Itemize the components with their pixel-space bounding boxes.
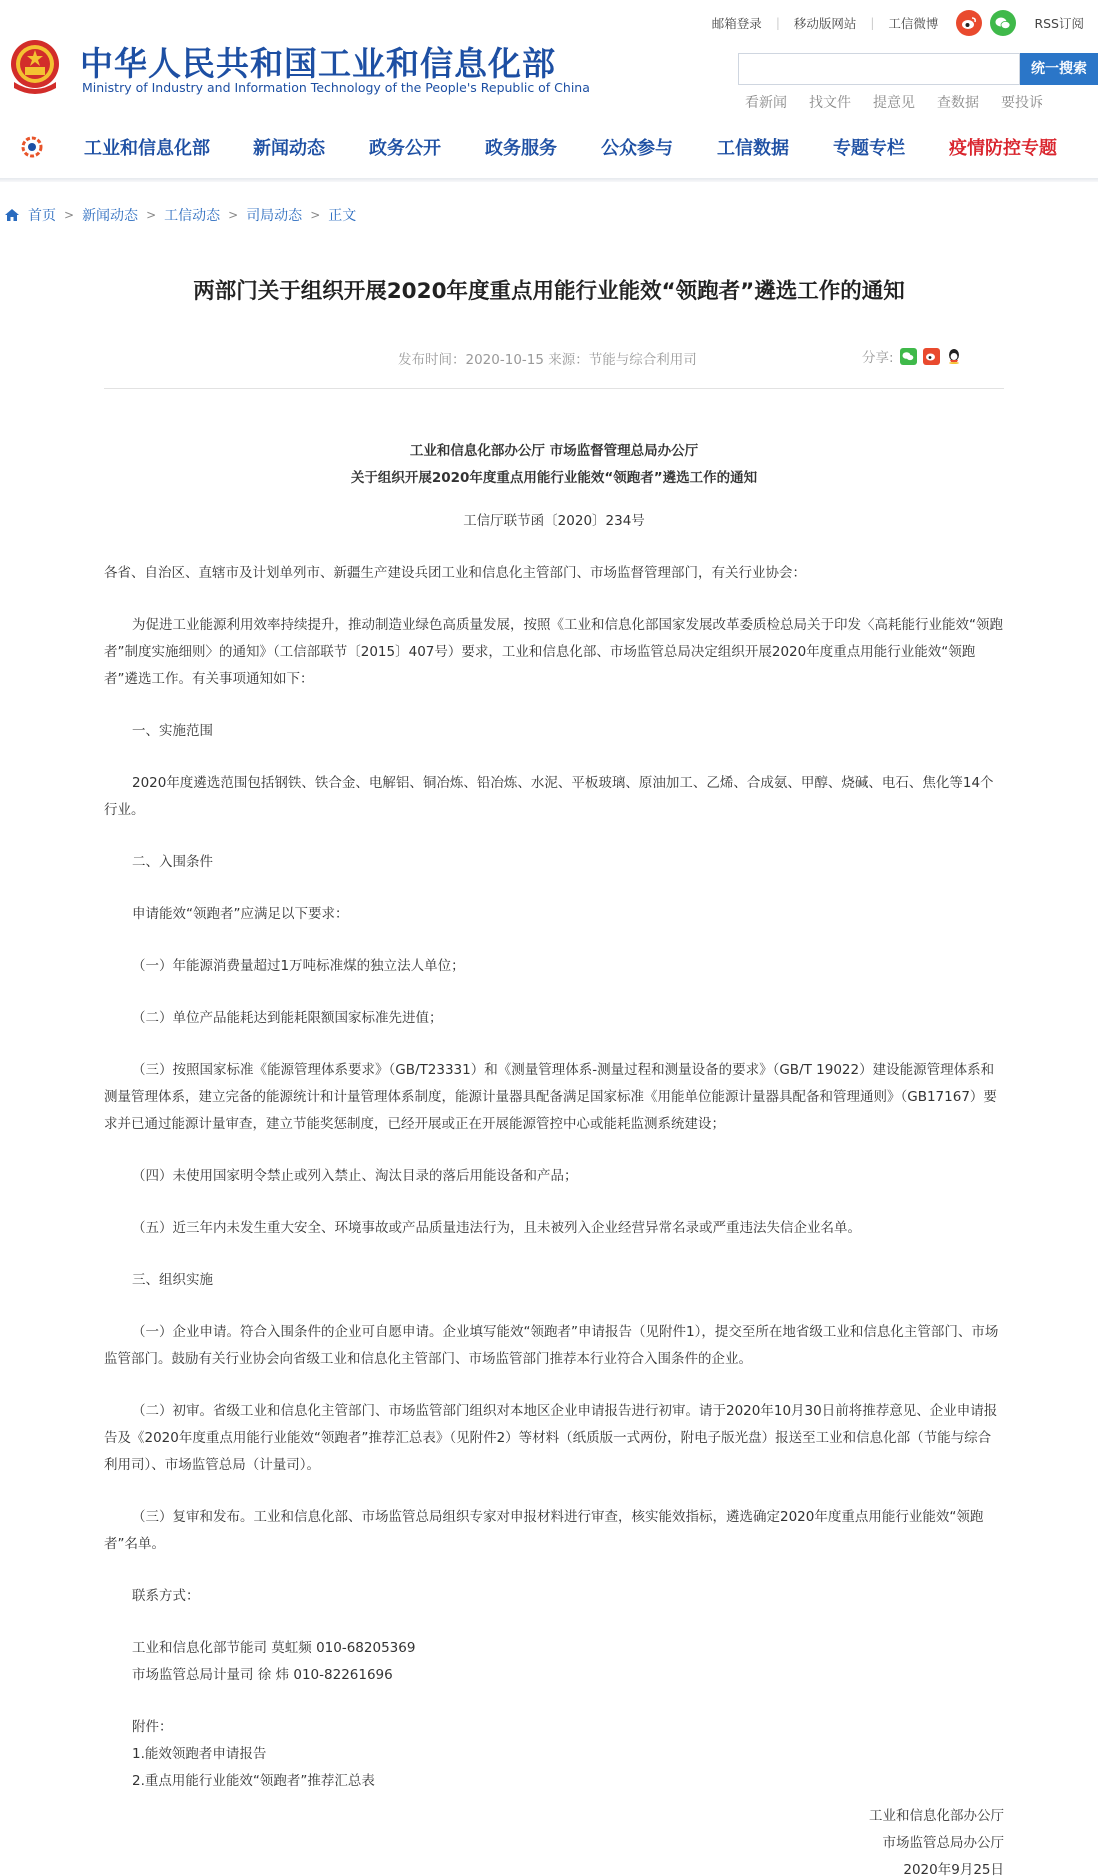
meta-divider (104, 388, 1004, 389)
doc-header-line2: 关于组织开展2020年度重点用能行业能效“领跑者”遴选工作的通知 (350, 470, 758, 486)
site-header (0, 0, 1098, 180)
contact-line: 市场监管总局计量司 徐 炜 010-82261696 (132, 1667, 393, 1683)
attachment-link[interactable]: 2.重点用能行业能效“领跑者”推荐汇总表 (132, 1773, 375, 1789)
nav-item-news[interactable]: 新闻动态 (253, 138, 325, 159)
paragraph: 2020年度遴选范围包括钢铁、铁合金、电解铝、铜冶炼、铅冶炼、水泥、平板玻璃、原油加工、乙烯、合成氨、甲醇、烧碱、电石、焦化等14个行业。 (104, 775, 994, 818)
header-divider (0, 178, 1098, 182)
breadcrumb-news[interactable]: 新闻动态 (82, 208, 139, 224)
nav-item-epidemic[interactable]: 疫情防控专题 (949, 138, 1057, 159)
breadcrumb-mi-news[interactable]: 工信动态 (164, 208, 221, 224)
national-emblem-icon (6, 36, 64, 98)
list-item: （一）年能源消费量超过1万吨标准煤的独立法人单位； (132, 958, 465, 974)
article-content (104, 438, 1004, 1876)
site-title[interactable]: 中华人民共和国工业和信息化部 (80, 44, 556, 83)
section-title: 三、组织实施 (132, 1272, 213, 1288)
breadcrumb-home[interactable]: 首页 (28, 208, 56, 224)
list-item: （一）企业申请。符合入围条件的企业可自愿申请。企业填写能效“领跑者”申请报告（见附件1），提交至所在地省级工业和信息化主管部门、市场监管部门。鼓励有关行业协会向省级工业和信息化主管部门、市场监管部门推荐本行业符合入围条件的企业。 (104, 1324, 999, 1367)
breadcrumb-current: 正文 (328, 208, 357, 224)
intro-paragraph: 为促进工业能源利用效率持续提升，推动制造业绿色高质量发展，按照《工业和信息化部国家发展改革委质检总局关于印发〈高耗能行业能效“领跑者”制度实施细则〉的通知》（工信部联节〔2015〕407号）要求，工业和信息化部、市场监管总局决定组织开展2020年度重点用能行业能效“领跑者”遴选工作。有关事项通知如下： (104, 617, 1003, 687)
main-nav (0, 122, 1098, 170)
signature-line: 工业和信息化部办公厅 (869, 1808, 1004, 1824)
ministry-logo-icon[interactable] (18, 134, 46, 160)
divider: | (775, 16, 780, 30)
search-input[interactable] (738, 53, 1020, 85)
doc-header-line1: 工业和信息化部办公厅 市场监督管理总局办公厅 (409, 443, 699, 459)
weibo-share-icon[interactable] (923, 348, 940, 365)
quick-link-complaint[interactable]: 要投诉 (1001, 95, 1043, 111)
chevron-right-icon: > (310, 208, 321, 222)
weibo-icon[interactable] (956, 10, 982, 36)
nav-item-ministry[interactable]: 工业和信息化部 (84, 138, 210, 159)
chevron-right-icon: > (64, 208, 75, 222)
chevron-right-icon: > (228, 208, 239, 222)
top-links (698, 8, 1098, 38)
quick-link-news[interactable]: 看新闻 (745, 95, 787, 111)
qq-share-icon[interactable] (946, 348, 963, 365)
breadcrumb-dept-news[interactable]: 司局动态 (246, 208, 303, 224)
signature-date: 2020年9月25日 (903, 1862, 1004, 1876)
attachment-title: 附件： (132, 1719, 173, 1735)
nav-item-data[interactable]: 工信数据 (717, 138, 789, 159)
quick-link-feedback[interactable]: 提意见 (873, 95, 915, 111)
mail-login-link[interactable]: 邮箱登录 (711, 16, 762, 31)
quick-link-data[interactable]: 查数据 (937, 95, 979, 111)
contact-line: 工业和信息化部节能司 莫虹频 010-68205369 (132, 1640, 416, 1656)
home-icon[interactable] (4, 208, 20, 222)
quick-links (745, 92, 1065, 112)
chevron-right-icon: > (146, 208, 157, 222)
share-bar (862, 346, 963, 366)
nav-item-topics[interactable]: 专题专栏 (833, 138, 905, 159)
list-item: （四）未使用国家明令禁止或列入禁止、淘汰目录的落后用能设备和产品； (132, 1168, 578, 1184)
article-meta: 发布时间：2020-10-15 来源：节能与综合利用司 (398, 352, 697, 368)
divider: | (870, 16, 875, 30)
nav-item-gov-service[interactable]: 政务服务 (485, 138, 557, 159)
list-item: （二）单位产品能耗达到能耗限额国家标准先进值； (132, 1010, 443, 1026)
list-item: （二）初审。省级工业和信息化主管部门、市场监管部门组织对本地区企业申请报告进行初审。请于2020年10月30日前将推荐意见、企业申请报告及《2020年度重点用能行业能效“领跑者”推荐汇总表》（见附件2）等材料（纸质版一式两份，附电子版光盘）报送至工业和信息化部（节能与综合利用司）、市场监管总局（计量司）。 (104, 1403, 998, 1473)
attachment-link[interactable]: 1.能效领跑者申请报告 (132, 1746, 267, 1762)
list-item: （三）按照国家标准《能源管理体系要求》（GB/T23331）和《测量管理体系-测量过程和测量设备的要求》（GB/T 19022）建设能源管理体系和测量管理体系，建立完备的能源统计和计量管理体系制度，能源计量器具配备满足国家标准《用能单位能源计量器具配备和管理通则》（GB17167）要求并已通过能源计量审查，建立节能奖惩制度，已经开展或正在开展能源管控中心或能耗监测系统建设； (104, 1062, 997, 1132)
list-item: （三）复审和发布。工业和信息化部、市场监管总局组织专家对申报材料进行审查，核实能效指标，遴选确定2020年度重点用能行业能效“领跑者”名单。 (104, 1509, 984, 1552)
article-title: 两部门关于组织开展2020年度重点用能行业能效“领跑者”遴选工作的通知 (193, 279, 905, 304)
search-button[interactable]: 统一搜索 (1020, 53, 1098, 85)
rss-link[interactable]: RSS订阅 (1034, 16, 1084, 31)
nav-item-participation[interactable]: 公众参与 (601, 138, 673, 159)
signature-line: 市场监管总局办公厅 (882, 1835, 1004, 1851)
paragraph: 申请能效“领跑者”应满足以下要求： (132, 906, 349, 922)
site-subtitle: Ministry of Industry and Information Technology of the People's Republic of China (82, 80, 590, 95)
wechat-icon[interactable] (990, 10, 1016, 36)
section-title: 二、入围条件 (132, 854, 213, 870)
quick-link-files[interactable]: 找文件 (809, 95, 851, 111)
addressee: 各省、自治区、直辖市及计划单列市、新疆生产建设兵团工业和信息化主管部门、市场监督管理部门，有关行业协会： (104, 565, 806, 581)
nav-item-gov-open[interactable]: 政务公开 (369, 138, 441, 159)
mobile-site-link[interactable]: 移动版网站 (793, 16, 857, 31)
list-item: （五）近三年内未发生重大安全、环境事故或产品质量违法行为，且未被列入企业经营异常名录或严重违法失信企业名单。 (132, 1220, 861, 1236)
contact-title: 联系方式： (132, 1588, 200, 1604)
weibo-link[interactable]: 工信微博 (888, 16, 939, 31)
wechat-share-icon[interactable] (900, 348, 917, 365)
share-label: 分享: (862, 350, 894, 366)
breadcrumb (4, 205, 356, 225)
doc-number: 工信厅联节函〔2020〕234号 (463, 513, 645, 529)
section-title: 一、实施范围 (132, 723, 213, 739)
